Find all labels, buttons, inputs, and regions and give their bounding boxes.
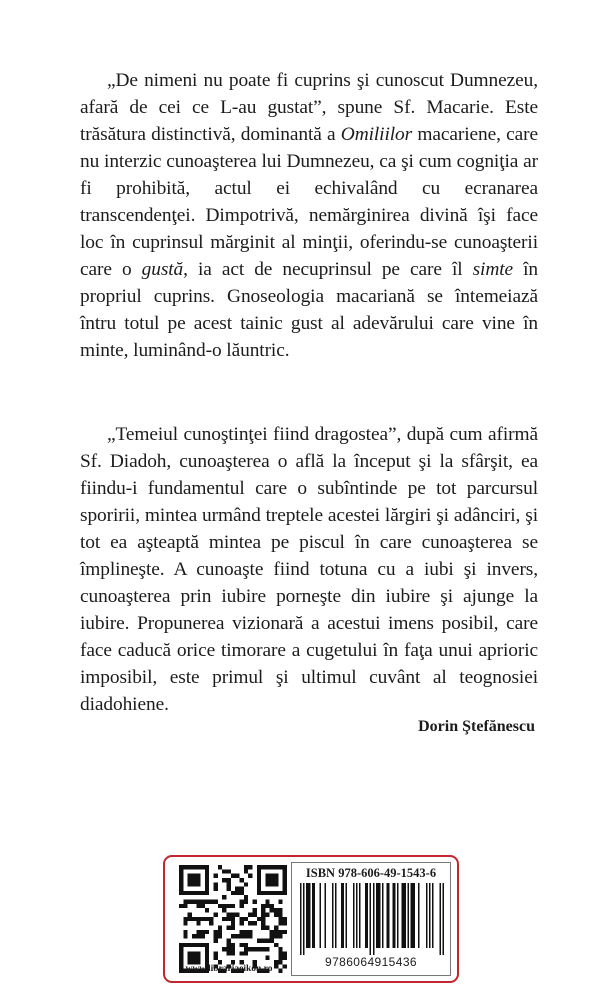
paragraph-1-text bbox=[80, 67, 538, 364]
isbn-number: ISBN 978-606-49-1543-6 bbox=[305, 866, 437, 880]
italic-term: Omiliilor bbox=[340, 124, 413, 145]
website-url: www.librariaeikon.ro bbox=[185, 964, 273, 974]
barcode-bars-icon bbox=[300, 883, 444, 955]
paragraph-2 bbox=[80, 421, 538, 718]
italic-term: simte bbox=[472, 259, 514, 280]
paragraph-2-text: „Temeiul cunoştinţei fiind dragostea”, după cum afirmă Sf. Diadoh, cunoaşterea o află la început şi la sfârşit, ea fiindu-i fundamentul care o subîntinde pe tot parcursul sporirii, mintea urmând treptele acestei lărgiri şi adânciri, şi tot ea aşteaptă mintea pe piscul în care cunoaşterea se împlineşte. A cunoaşte fiind totuna cu a iubi şi invers, cunoaşterea prin iubire porneşte din iubire şi ajunge la iubire. Propunerea vizionară a acestui imens posibil, care face caducă orice timorare a cugetului în faţa unui aprioric imposibil, este primul şi ultimul cuvânt al teognosiei diadohiene. bbox=[80, 424, 538, 715]
text-segment: , ia act de necuprinsul pe care îl bbox=[183, 259, 473, 280]
text-segment: „De nimeni nu poate fi cuprins şi cunoscut Dumnezeu, afară de cei ce L-au gustat”, spune Sf. Macarie. Este trăsătura distinctivă, dominantă a bbox=[80, 70, 538, 145]
ean-digits: 9786064915436 bbox=[325, 955, 417, 969]
text-segment: în propriul cuprins. Gnoseologia macariană se întemeiază întru totul pe acest tainic gust al adevărului care vine în minte, luminând-o lăuntric. bbox=[80, 259, 538, 361]
paragraph-1 bbox=[80, 67, 538, 364]
isbn-panel bbox=[291, 862, 451, 976]
qr-code-icon bbox=[179, 865, 287, 973]
text-segment: macariene, care nu interzic cunoaşterea lui Dumnezeu, ca şi cum cogniţia ar fi prohibită, actul ei echivalând cu ecranarea transcendenţei. Dimpotrivă, nemărginirea divină îşi face loc în cuprinsul mărginit al minţii, oferindu-se cunoaşterii care o bbox=[80, 124, 538, 280]
italic-term: gustă bbox=[141, 259, 184, 280]
author-signature: Dorin Ştefănescu bbox=[418, 718, 535, 735]
barcode-box bbox=[163, 855, 459, 983]
